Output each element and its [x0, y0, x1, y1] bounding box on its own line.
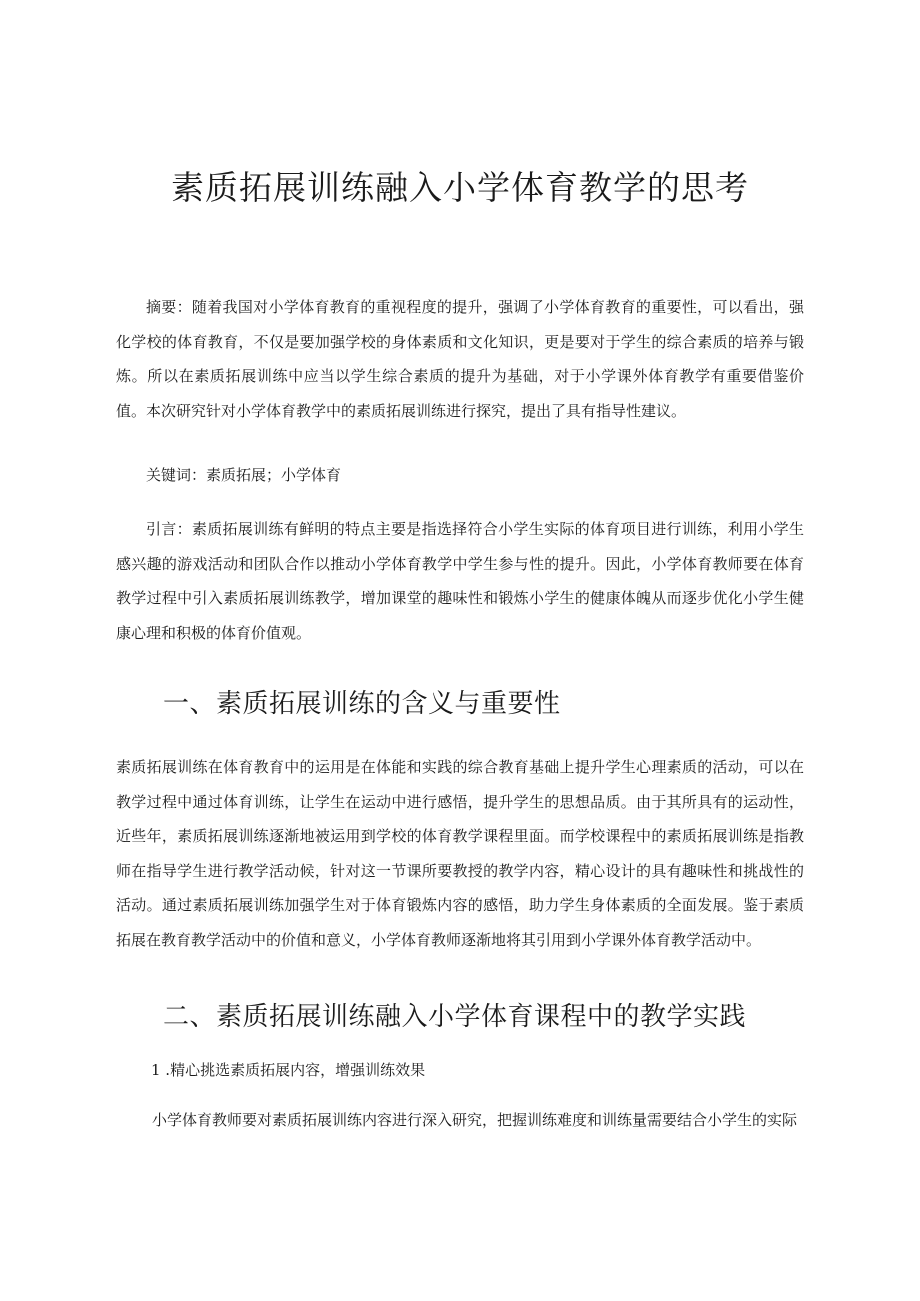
abstract-paragraph: 摘要：随着我国对小学体育教育的重视程度的提升，强调了小学体育教育的重要性，可以看出，强化学校的体育教育，不仅是要加强学校的身体素质和文化知识，更是要对于学生的综合素质的培养与锻炼。所以在素质拓展训练中应当以学生综合素质的提升为基础，对于小学课外体育教学有重要借鉴价值。本次研究针对小学体育教学中的素质拓展训练进行探究，提出了具有指导性建议。	[116, 298, 804, 420]
section-1-heading: 一、素质拓展训练的含义与重要性	[163, 689, 561, 719]
keywords-line: 关键词：素质拓展；小学体育	[146, 466, 342, 484]
page-title: 素质拓展训练融入小学体育教学的思考	[171, 168, 749, 207]
section-2-heading: 二、素质拓展训练融入小学体育课程中的教学实践	[163, 1002, 747, 1032]
subsection-1-body: 小学体育教师要对素质拓展训练内容进行深入研究，把握训练难度和训练量需要结合小学生的实际	[152, 1111, 798, 1129]
section-1-body-text: 素质拓展训练在体育教育中的运用是在体能和实践的综合教育基础上提升学生心理素质的活动，可以在教学过程中通过体育训练，让学生在运动中进行感悟，提升学生的思想品质。由于其所具有的运动性，近些年，素质拓展训练逐渐地被运用到学校的体育教学课程里面。而学校课程中的素质拓展训练是指教师在指导学生进行教学活动候，针对这一节课所要教授的教学内容，精心设计的具有趣味性和挑战性的活动。通过素质拓展训练加强学生对于体育锻炼内容的感悟，助力学生身体素质的全面发展。鉴于素质拓展在教育教学活动中的价值和意义，小学体育教师逐渐地将其引用到小学课外体育教学活动中。	[116, 758, 804, 949]
subsection-1-heading: 1 .精心挑选素质拓展内容，增强训练效果	[151, 1061, 426, 1079]
introduction-paragraph: 引言：素质拓展训练有鲜明的特点主要是指选择符合小学生实际的体育项目进行训练，利用小学生感兴趣的游戏活动和团队合作以推动小学体育教学中学生参与性的提升。因此，小学体育教师要在体育教学过程中引入素质拓展训练教学，增加课堂的趣味性和锻炼小学生的健康体魄从而逐步优化小学生健康心理和积极的体育价值观。	[116, 520, 804, 642]
section-1-body	[116, 750, 804, 957]
